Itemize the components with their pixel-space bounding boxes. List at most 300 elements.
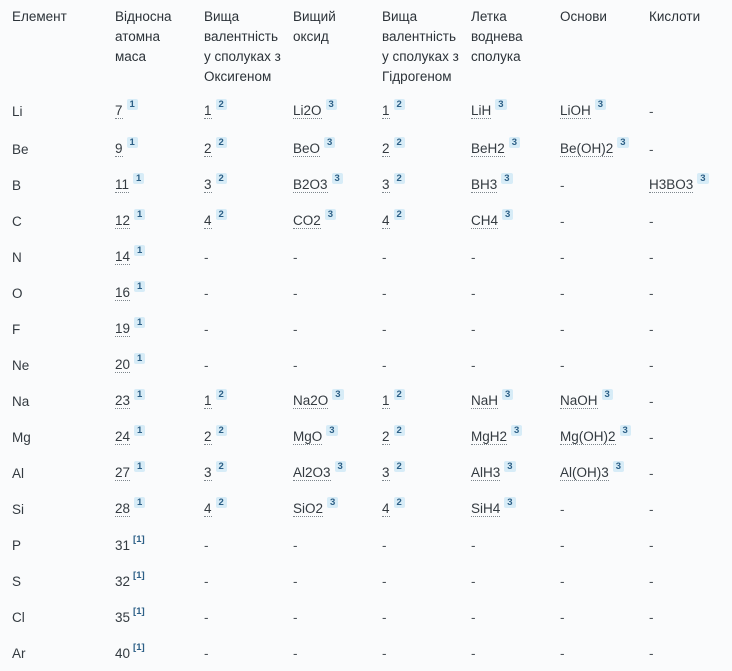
cell-value[interactable]: 4: [204, 213, 212, 228]
cell-valence-hydrogen: [371, 91, 460, 131]
cell-value[interactable]: 24: [115, 429, 131, 444]
reference-badge[interactable]: 2: [216, 99, 227, 110]
cell-value[interactable]: Li2O: [293, 103, 322, 118]
cell-acid: [638, 91, 732, 131]
cell-atomic-mass: [104, 563, 193, 599]
cell-value[interactable]: 2: [382, 141, 390, 156]
cell-value[interactable]: 19: [115, 321, 131, 336]
cell-value[interactable]: 1: [382, 103, 390, 118]
cell-valence-oxygen: [193, 491, 282, 527]
cell-valence-hydrogen: [371, 167, 460, 203]
cell-volatile-hydride: [460, 275, 549, 311]
reference-badge[interactable]: 3: [326, 99, 337, 110]
reference-badge[interactable]: 2: [394, 497, 405, 508]
cell-value[interactable]: 1: [204, 393, 212, 408]
reference-link[interactable]: [1]: [133, 641, 145, 653]
cell-atomic-mass: [104, 167, 193, 203]
cell-higher-oxide: [282, 635, 371, 671]
cell-element: [0, 167, 104, 203]
cell-element: [0, 131, 104, 167]
reference-badge[interactable]: 1: [134, 209, 145, 220]
reference-badge[interactable]: 3: [613, 461, 624, 472]
table-row: [0, 311, 732, 347]
cell-value[interactable]: CO2: [293, 213, 321, 228]
reference-badge[interactable]: 3: [511, 425, 522, 436]
empty-dash: -: [560, 177, 565, 193]
cell-acid: [638, 455, 732, 491]
cell-volatile-hydride: [460, 599, 549, 635]
cell-value[interactable]: LiH: [471, 103, 492, 118]
empty-dash: -: [649, 429, 654, 445]
cell-value[interactable]: Be(OH)2: [560, 141, 614, 156]
cell-valence-oxygen: [193, 455, 282, 491]
element-symbol: Si: [12, 501, 25, 517]
reference-badge[interactable]: 3: [502, 389, 513, 400]
cell-value[interactable]: NaOH: [560, 393, 598, 408]
cell-higher-oxide: [282, 275, 371, 311]
cell-base: [549, 275, 638, 311]
reference-badge[interactable]: 3: [335, 461, 346, 472]
empty-dash: -: [560, 285, 565, 301]
cell-value: 35: [115, 609, 131, 625]
cell-higher-oxide: [282, 383, 371, 419]
reference-badge[interactable]: 3: [324, 137, 335, 148]
reference-link[interactable]: [1]: [133, 533, 145, 545]
cell-element: [0, 455, 104, 491]
empty-dash: -: [649, 249, 654, 265]
cell-value[interactable]: MgH2: [471, 429, 508, 444]
cell-value[interactable]: NaH: [471, 393, 499, 408]
cell-value[interactable]: H3BO3: [649, 177, 694, 192]
empty-dash: -: [382, 609, 387, 625]
cell-value[interactable]: Na2O: [293, 393, 329, 408]
table-row: [0, 635, 732, 671]
reference-badge[interactable]: 2: [216, 461, 227, 472]
reference-badge[interactable]: 3: [495, 99, 506, 110]
cell-valence-hydrogen: [371, 347, 460, 383]
empty-dash: -: [293, 609, 298, 625]
reference-badge[interactable]: 2: [216, 497, 227, 508]
cell-acid: [638, 635, 732, 671]
element-symbol: Cl: [12, 609, 25, 625]
reference-badge[interactable]: 3: [602, 389, 613, 400]
cell-atomic-mass: [104, 635, 193, 671]
reference-badge[interactable]: 3: [620, 425, 631, 436]
empty-dash: -: [560, 249, 565, 265]
cell-valence-hydrogen: [371, 239, 460, 275]
empty-dash: -: [560, 609, 565, 625]
cell-value[interactable]: 1: [204, 103, 212, 118]
cell-element: [0, 419, 104, 455]
reference-badge[interactable]: 3: [332, 173, 343, 184]
empty-dash: -: [293, 573, 298, 589]
cell-valence-oxygen: [193, 419, 282, 455]
element-symbol: Be: [12, 141, 29, 157]
reference-badge[interactable]: 2: [394, 461, 405, 472]
cell-value[interactable]: 23: [115, 393, 131, 408]
reference-badge[interactable]: 3: [326, 425, 337, 436]
empty-dash: -: [293, 285, 298, 301]
cell-value[interactable]: 9: [115, 141, 123, 156]
cell-volatile-hydride: [460, 563, 549, 599]
cell-value[interactable]: BeO: [293, 141, 321, 156]
cell-base: [549, 347, 638, 383]
reference-badge[interactable]: 2: [394, 209, 405, 220]
empty-dash: -: [471, 357, 476, 373]
table-row: [0, 599, 732, 635]
cell-value[interactable]: 2: [204, 429, 212, 444]
reference-badge[interactable]: 3: [325, 209, 336, 220]
cell-valence-oxygen: [193, 635, 282, 671]
reference-badge[interactable]: 2: [216, 209, 227, 220]
reference-badge[interactable]: 1: [134, 317, 145, 328]
reference-badge[interactable]: 1: [134, 425, 145, 436]
empty-dash: -: [471, 285, 476, 301]
table-row: [0, 131, 732, 167]
cell-valence-oxygen: [193, 131, 282, 167]
reference-badge[interactable]: 2: [394, 425, 405, 436]
empty-dash: -: [560, 501, 565, 517]
cell-value: 31: [115, 537, 131, 553]
cell-element: [0, 599, 104, 635]
cell-value[interactable]: MgO: [293, 429, 323, 444]
cell-higher-oxide: [282, 491, 371, 527]
empty-dash: -: [382, 573, 387, 589]
reference-badge[interactable]: 2: [216, 389, 227, 400]
reference-badge[interactable]: 1: [134, 245, 145, 256]
cell-atomic-mass: [104, 527, 193, 563]
cell-value[interactable]: SiO2: [293, 501, 324, 516]
cell-atomic-mass: [104, 91, 193, 131]
reference-badge[interactable]: 1: [133, 173, 144, 184]
reference-link[interactable]: [1]: [133, 569, 145, 581]
cell-element: [0, 347, 104, 383]
cell-base: [549, 563, 638, 599]
empty-dash: -: [204, 609, 209, 625]
cell-acid: [638, 599, 732, 635]
cell-value[interactable]: 3: [382, 465, 390, 480]
empty-dash: -: [204, 285, 209, 301]
cell-valence-hydrogen: [371, 419, 460, 455]
cell-value[interactable]: 27: [115, 465, 131, 480]
cell-value[interactable]: CH4: [471, 213, 499, 228]
reference-badge[interactable]: 1: [134, 389, 145, 400]
cell-valence-oxygen: [193, 275, 282, 311]
empty-dash: -: [382, 645, 387, 661]
cell-volatile-hydride: [460, 131, 549, 167]
cell-volatile-hydride: [460, 239, 549, 275]
reference-badge[interactable]: 3: [504, 497, 515, 508]
empty-dash: -: [204, 645, 209, 661]
element-symbol: Mg: [12, 429, 31, 445]
cell-higher-oxide: [282, 239, 371, 275]
cell-atomic-mass: [104, 419, 193, 455]
cell-acid: [638, 275, 732, 311]
reference-badge[interactable]: 2: [216, 173, 227, 184]
empty-dash: -: [293, 645, 298, 661]
cell-base: [549, 311, 638, 347]
cell-valence-oxygen: [193, 383, 282, 419]
cell-value[interactable]: 4: [204, 501, 212, 516]
cell-volatile-hydride: [460, 455, 549, 491]
cell-element: [0, 563, 104, 599]
empty-dash: -: [649, 609, 654, 625]
cell-value[interactable]: AlH3: [471, 465, 501, 480]
empty-dash: -: [649, 285, 654, 301]
reference-badge[interactable]: 3: [332, 389, 343, 400]
empty-dash: -: [649, 465, 654, 481]
cell-element: [0, 311, 104, 347]
cell-atomic-mass: [104, 455, 193, 491]
cell-base: [549, 527, 638, 563]
cell-element: [0, 527, 104, 563]
table-row: [0, 203, 732, 239]
cell-valence-oxygen: [193, 527, 282, 563]
empty-dash: -: [382, 321, 387, 337]
cell-value[interactable]: 20: [115, 357, 131, 372]
reference-badge[interactable]: 2: [216, 137, 227, 148]
reference-badge[interactable]: 2: [394, 137, 405, 148]
empty-dash: -: [293, 321, 298, 337]
empty-dash: -: [560, 213, 565, 229]
header-bases: Основи: [560, 9, 607, 24]
table-row: [0, 419, 732, 455]
cell-value[interactable]: Mg(OH)2: [560, 429, 616, 444]
reference-badge[interactable]: 2: [394, 173, 405, 184]
cell-atomic-mass: [104, 239, 193, 275]
table-row: [0, 347, 732, 383]
cell-value: 40: [115, 645, 131, 661]
cell-acid: [638, 563, 732, 599]
cell-atomic-mass: [104, 599, 193, 635]
cell-value[interactable]: 7: [115, 103, 123, 118]
reference-badge[interactable]: 2: [394, 99, 405, 110]
empty-dash: -: [649, 213, 654, 229]
empty-dash: -: [560, 573, 565, 589]
table-row: [0, 167, 732, 203]
cell-volatile-hydride: [460, 167, 549, 203]
table-row: [0, 239, 732, 275]
cell-volatile-hydride: [460, 311, 549, 347]
cell-value[interactable]: BeH2: [471, 141, 505, 156]
cell-element: [0, 203, 104, 239]
reference-badge[interactable]: 3: [327, 497, 338, 508]
cell-value[interactable]: B2O3: [293, 177, 328, 192]
empty-dash: -: [204, 249, 209, 265]
cell-acid: [638, 131, 732, 167]
cell-higher-oxide: [282, 203, 371, 239]
reference-badge[interactable]: 3: [504, 461, 515, 472]
table-row: [0, 491, 732, 527]
cell-value[interactable]: Al2O3: [293, 465, 331, 480]
empty-dash: -: [382, 249, 387, 265]
element-symbol: F: [12, 321, 21, 337]
header-acids: Кислоти: [649, 9, 701, 24]
reference-badge[interactable]: 3: [697, 173, 708, 184]
cell-valence-hydrogen: [371, 527, 460, 563]
cell-value[interactable]: 2: [382, 429, 390, 444]
reference-badge[interactable]: 1: [134, 353, 145, 364]
reference-badge[interactable]: 2: [216, 425, 227, 436]
empty-dash: -: [649, 537, 654, 553]
cell-value[interactable]: 1: [382, 393, 390, 408]
cell-volatile-hydride: [460, 635, 549, 671]
empty-dash: -: [560, 321, 565, 337]
reference-badge[interactable]: 2: [394, 389, 405, 400]
cell-valence-oxygen: [193, 203, 282, 239]
empty-dash: -: [649, 645, 654, 661]
cell-base: [549, 383, 638, 419]
cell-element: [0, 383, 104, 419]
element-symbol: B: [12, 177, 22, 193]
cell-value[interactable]: 3: [204, 465, 212, 480]
reference-badge[interactable]: 3: [501, 173, 512, 184]
cell-valence-oxygen: [193, 91, 282, 131]
empty-dash: -: [649, 103, 654, 119]
reference-badge[interactable]: 1: [127, 99, 138, 110]
cell-base: [549, 455, 638, 491]
cell-value[interactable]: BH3: [471, 177, 498, 192]
cell-value[interactable]: 12: [115, 213, 131, 228]
cell-valence-hydrogen: [371, 599, 460, 635]
reference-badge[interactable]: 1: [134, 461, 145, 472]
reference-link[interactable]: [1]: [133, 605, 145, 617]
header-valence-oxygen: Вища валентність у сполуках з Оксигеном: [204, 9, 281, 84]
cell-higher-oxide: [282, 167, 371, 203]
element-symbol: Li: [12, 103, 23, 119]
element-symbol: Na: [12, 393, 30, 409]
table-row: [0, 91, 732, 131]
empty-dash: -: [204, 321, 209, 337]
cell-value[interactable]: 16: [115, 285, 131, 300]
cell-atomic-mass: [104, 311, 193, 347]
cell-base: [549, 239, 638, 275]
cell-value[interactable]: SiH4: [471, 501, 501, 516]
cell-valence-hydrogen: [371, 635, 460, 671]
cell-atomic-mass: [104, 383, 193, 419]
cell-valence-hydrogen: [371, 383, 460, 419]
cell-base: [549, 635, 638, 671]
cell-value[interactable]: 14: [115, 249, 131, 264]
reference-badge[interactable]: 3: [502, 209, 513, 220]
header-valence-hydrogen: Вища валентність у сполуках з Гідрогеном: [382, 9, 459, 84]
empty-dash: -: [649, 393, 654, 409]
cell-acid: [638, 347, 732, 383]
cell-base: [549, 599, 638, 635]
cell-base: [549, 491, 638, 527]
empty-dash: -: [204, 537, 209, 553]
empty-dash: -: [471, 573, 476, 589]
cell-valence-hydrogen: [371, 563, 460, 599]
empty-dash: -: [649, 357, 654, 373]
cell-acid: [638, 203, 732, 239]
empty-dash: -: [293, 249, 298, 265]
cell-valence-oxygen: [193, 599, 282, 635]
element-symbol: Ar: [12, 645, 26, 661]
cell-value[interactable]: 28: [115, 501, 131, 516]
table-row: [0, 455, 732, 491]
cell-higher-oxide: [282, 563, 371, 599]
cell-value[interactable]: 3: [382, 177, 390, 192]
cell-valence-hydrogen: [371, 491, 460, 527]
empty-dash: -: [471, 645, 476, 661]
cell-higher-oxide: [282, 599, 371, 635]
cell-higher-oxide: [282, 311, 371, 347]
table-row: [0, 383, 732, 419]
empty-dash: -: [471, 609, 476, 625]
cell-value[interactable]: 11: [115, 177, 130, 192]
cell-valence-oxygen: [193, 311, 282, 347]
table-row: [0, 527, 732, 563]
cell-value: 32: [115, 573, 131, 589]
cell-higher-oxide: [282, 419, 371, 455]
empty-dash: -: [471, 249, 476, 265]
reference-badge[interactable]: 3: [509, 137, 520, 148]
cell-element: [0, 275, 104, 311]
cell-volatile-hydride: [460, 419, 549, 455]
empty-dash: -: [293, 537, 298, 553]
empty-dash: -: [382, 285, 387, 301]
empty-dash: -: [471, 537, 476, 553]
cell-higher-oxide: [282, 527, 371, 563]
cell-volatile-hydride: [460, 383, 549, 419]
cell-value[interactable]: 2: [204, 141, 212, 156]
cell-value[interactable]: LiOH: [560, 103, 591, 118]
reference-badge[interactable]: 1: [127, 137, 138, 148]
cell-element: [0, 239, 104, 275]
element-symbol: P: [12, 537, 22, 553]
cell-valence-hydrogen: [371, 275, 460, 311]
cell-value[interactable]: 4: [382, 501, 390, 516]
cell-value[interactable]: Al(OH)3: [560, 465, 609, 480]
cell-element: [0, 491, 104, 527]
cell-base: [549, 131, 638, 167]
element-symbol: C: [12, 213, 22, 229]
cell-base: [549, 419, 638, 455]
cell-value[interactable]: 4: [382, 213, 390, 228]
header-element: Елемент: [12, 9, 67, 24]
table-row: [0, 275, 732, 311]
cell-higher-oxide: [282, 131, 371, 167]
header-higher-oxide: Вищий оксид: [293, 9, 336, 44]
element-symbol: Ne: [12, 357, 30, 373]
reference-badge[interactable]: 1: [134, 281, 145, 292]
cell-acid: [638, 491, 732, 527]
cell-element: [0, 635, 104, 671]
empty-dash: -: [649, 573, 654, 589]
cell-volatile-hydride: [460, 527, 549, 563]
header-volatile-hydride: Летка воднева сполука: [471, 9, 523, 64]
element-symbol: S: [12, 573, 22, 589]
cell-base: [549, 203, 638, 239]
table-row: [0, 563, 732, 599]
empty-dash: -: [649, 321, 654, 337]
cell-higher-oxide: [282, 91, 371, 131]
empty-dash: -: [649, 501, 654, 517]
cell-value[interactable]: 3: [204, 177, 212, 192]
cell-valence-oxygen: [193, 347, 282, 383]
reference-badge[interactable]: 3: [617, 137, 628, 148]
reference-badge[interactable]: 3: [595, 99, 606, 110]
cell-atomic-mass: [104, 347, 193, 383]
cell-acid: [638, 311, 732, 347]
cell-acid: [638, 239, 732, 275]
reference-badge[interactable]: 1: [134, 497, 145, 508]
element-symbol: N: [12, 249, 22, 265]
cell-valence-hydrogen: [371, 311, 460, 347]
cell-acid: [638, 383, 732, 419]
cell-volatile-hydride: [460, 347, 549, 383]
